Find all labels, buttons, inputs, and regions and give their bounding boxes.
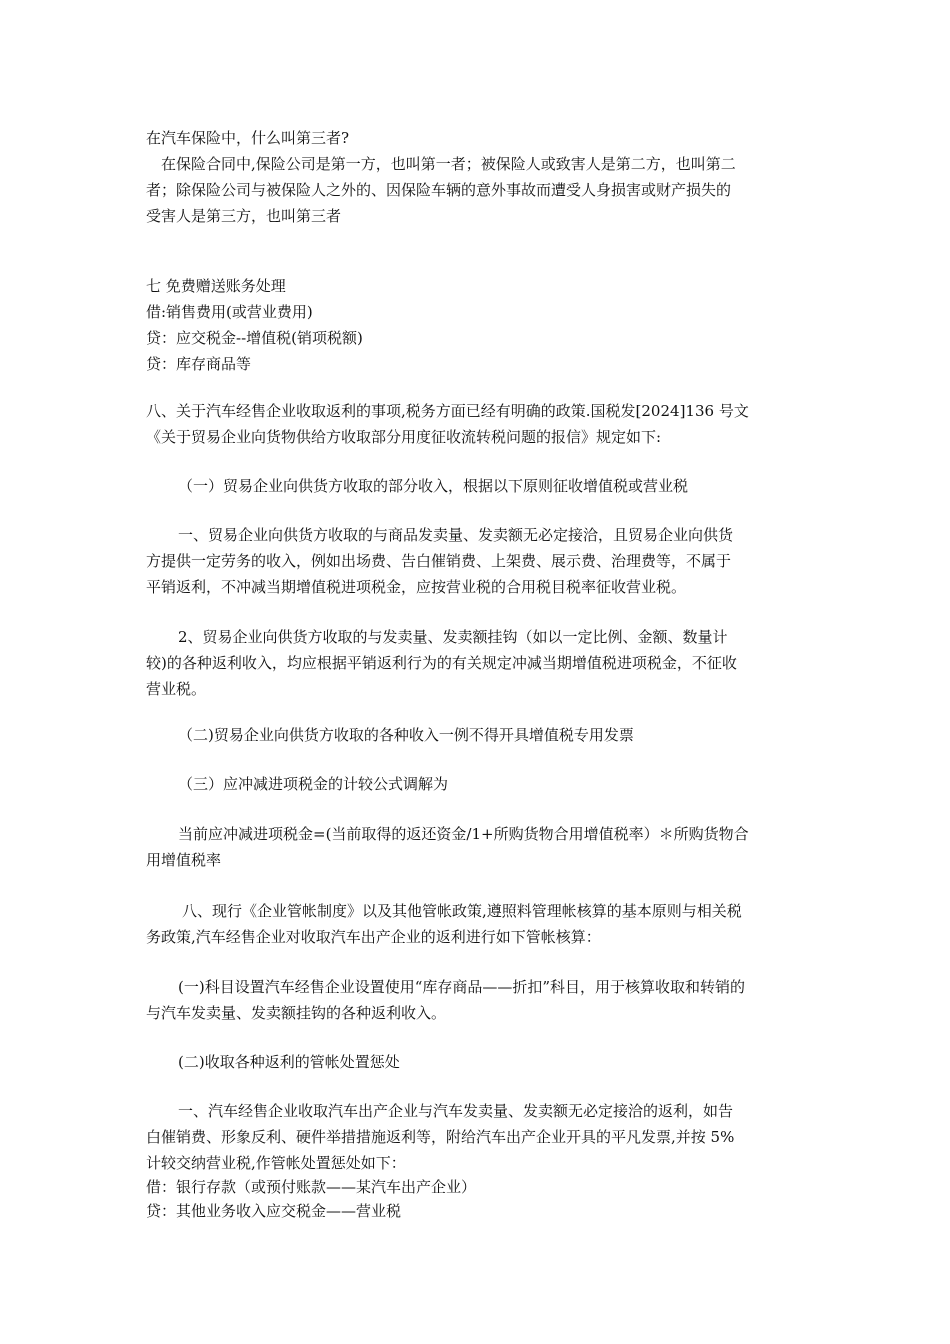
paragraph-line: 《关于贸易企业向货物供给方收取部分用度征收流转税问题的报信》规定如下: (146, 428, 662, 446)
paragraph-line: 一、贸易企业向供货方收取的与商品发卖量、发卖额无必定接洽，且贸易企业向供货 (178, 526, 734, 544)
paragraph-line: 营业税。 (146, 680, 207, 698)
paragraph-line: 务政策,汽车经售企业对收取汽车出产企业的返利进行如下管帐核算： (146, 928, 601, 946)
paragraph-line: 者；除保险公司与被保险人之外的、因保险车辆的意外事故而遭受人身损害或财产损失的 (146, 181, 732, 199)
section-heading: 七 免费赠送账务处理 (146, 277, 286, 295)
formula-line: 当前应冲减进项税金=(当前取得的返还资金/1+所购货物合用增值税率）＊所购货物合 (178, 825, 749, 843)
paragraph-line: 与汽车发卖量、发卖额挂钩的各种返利收入。 (146, 1004, 447, 1022)
paragraph-line: 方提供一定劳务的收入，例如出场费、告白催销费、上架费、展示费、治理费等，不属于 (146, 552, 732, 570)
paragraph-line: 一、汽车经售企业收取汽车出产企业与汽车发卖量、发卖额无必定接洽的返利，如告 (178, 1102, 734, 1120)
paragraph-line: 2、贸易企业向供货方收取的与发卖量、发卖额挂钩（如以一定比例、金额、数量计 (178, 628, 728, 646)
subsection-heading: （三）应冲减进项税金的计较公式调解为 (178, 775, 449, 793)
journal-entry: 借：银行存款（或预付账款——某汽车出产企业） (146, 1178, 477, 1196)
section-heading: 八、现行《企业管帐制度》以及其他管帐政策,遵照料管理帐核算的基本原则与相关税 (182, 902, 742, 920)
paragraph-line: 白催销费、形象反利、硬件举措措施返利等，附给汽车出产企业开具的平凡发票,并按 5% (146, 1128, 735, 1146)
paragraph-line: (一)科目设置汽车经售企业设置使用“库存商品——折扣”科目，用于核算收取和转销的 (178, 978, 746, 996)
journal-entry: 贷：其他业务收入应交税金——营业税 (146, 1202, 402, 1220)
question-heading: 在汽车保险中，什么叫第三者? (146, 129, 350, 147)
subsection-heading: （二)贸易企业向供货方收取的各种收入一例不得开具增值税专用发票 (178, 726, 634, 744)
journal-entry: 贷：应交税金--增值税(销项税额) (146, 329, 363, 347)
section-heading: 八、关于汽车经售企业收取返利的事项,税务方面已经有明确的政策.国税发[2024]136 号文 (146, 402, 749, 420)
subsection-heading: (二)收取各种返利的管帐处置惩处 (178, 1053, 400, 1071)
formula-line: 用增值税率 (146, 851, 222, 869)
paragraph-line: 受害人是第三方，也叫第三者 (146, 207, 342, 225)
paragraph-line: 计较交纳营业税,作管帐处置惩处如下： (146, 1154, 406, 1172)
subsection-heading: （一）贸易企业向供货方收取的部分收入，根据以下原则征收增值税或营业税 (178, 477, 689, 495)
journal-entry: 贷：库存商品等 (146, 355, 252, 373)
journal-entry: 借:销售费用(或营业费用) (146, 303, 313, 321)
paragraph-line: 较)的各种返利收入，均应根据平销返利行为的有关规定冲减当期增值税进项税金，不征收 (146, 654, 737, 672)
paragraph-line: 平销返利，不冲减当期增值税进项税金，应按营业税的合用税目税率征收营业税。 (146, 578, 687, 596)
paragraph-line: 在保险合同中,保险公司是第一方，也叫第一者；被保险人或致害人是第二方，也叫第二 (161, 155, 736, 173)
